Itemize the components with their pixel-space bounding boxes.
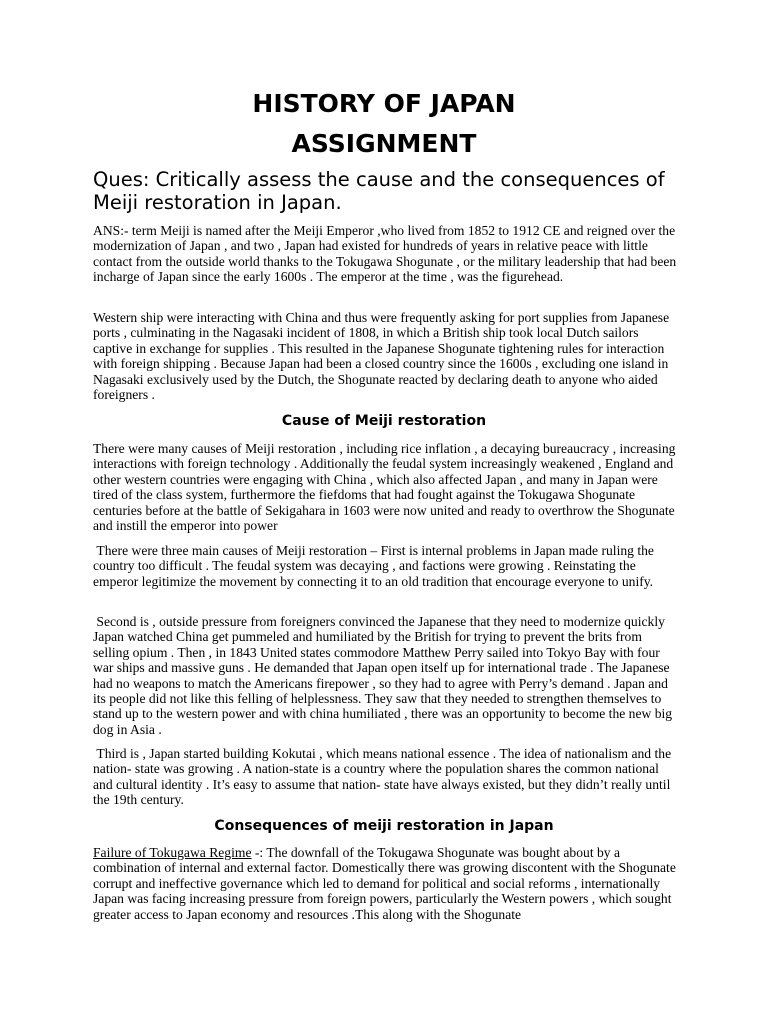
- cause-paragraph-2: There were three main causes of Meiji restoration – First is internal problems in Japan made ruling the country too difficult . The feudal system was decaying , and factions were growing . Reinstating the emperor legitimize the movement by connecting it to an old tradition that encourage everyone to unify.: [93, 543, 658, 589]
- cause-paragraph-3: Second is , outside pressure from foreigners convinced the Japanese that they need to modernize quickly Japan watched China get pummeled and humiliated by the British for trying to prevent the brits from selling opium . Then , in 1843 United states commodore Matthew Perry sailed into Tokyo Bay with four war ships and massive guns . He demanded that Japan open itself up for international trade . The Japanese had no weapons to match the Americans firepower , so they had to agree with Perry’s demand . Japan and its people did not like this felling of helplessness. They saw that they needed to strengthen themselves to stand up to the western power and with china humiliated , there was an opportunity to become the new big dog in Asia .: [93, 614, 676, 737]
- consequence-paragraph-1: [93, 845, 678, 922]
- question-text: Ques: Critically assess the cause and the consequences of Meiji restoration in Japan.: [93, 168, 665, 214]
- document-title-line1: HISTORY OF JAPAN: [252, 89, 516, 118]
- cause-heading: Cause of Meiji restoration: [281, 413, 487, 429]
- answer-paragraph-1: ANS:- term Meiji is named after the Meiji Emperor ,who lived from 1852 to 1912 CE and reigned over the modernization of Japan , and two , Japan had existed for hundreds of years in relative peace with little contact from the outside world thanks to the Tokugawa Shogunate , or the military leadership that had been incharge of Japan since the early 1600s . The emperor at the time , was the figurehead.: [93, 223, 677, 285]
- consequences-heading: Consequences of meiji restoration in Japan: [214, 818, 554, 834]
- consequence-label: Failure of Tokugawa Regime: [93, 845, 252, 860]
- answer-paragraph-2: Western ship were interacting with China and thus were frequently asking for port supplies from Japanese ports , culminating in the Nagasaki incident of 1808, in which a British ship took local Dutch sailors captive in exchange for supplies . This resulted in the Japanese Shogunate tightening rules for interaction with foreign shipping . Because Japan had been a closed country since the 1600s , excluding one island in Nagasaki exclusively used by the Dutch, the Shogunate reacted by declaring death to anyone who aided foreigners .: [93, 310, 670, 403]
- cause-paragraph-1: There were many causes of Meiji restoration , including rice inflation , a decaying bureaucracy , increasing interactions with foreign technology . Additionally the feudal system increasingly weakened , England and other western countries were engaging with China , which also affected Japan , and many in Japan were tired of the class system, furthermore the fiefdoms that had fought against the Tokugawa Shogunate centuries before at the battle of Sekigahara in 1603 were now united and ready to overthrow the Shogunate and instill the emperor into power: [93, 441, 676, 534]
- cause-paragraph-4: Third is , Japan started building Kokutai , which means national essence . The idea of nationalism and the nation- state was growing . A nation-state is a country where the population shares the common national and cultural identity . It’s easy to assume that nation- state have always existed, but they didn’t really until the 19th century.: [93, 746, 675, 808]
- consequence-text: -: The downfall of the Tokugawa Shogunate was bought about by a combination of internal and external factor. Domestically there was growing discontent with the Shogunate corrupt and ineffective governance which led to demand for political and social reforms , internationally Japan was facing increasing pressure from foreign powers, particularly the Western powers , which sought greater access to Japan economy and resources .This along with the Shogunate: [93, 845, 676, 922]
- document-title-line2: ASSIGNMENT: [291, 129, 477, 158]
